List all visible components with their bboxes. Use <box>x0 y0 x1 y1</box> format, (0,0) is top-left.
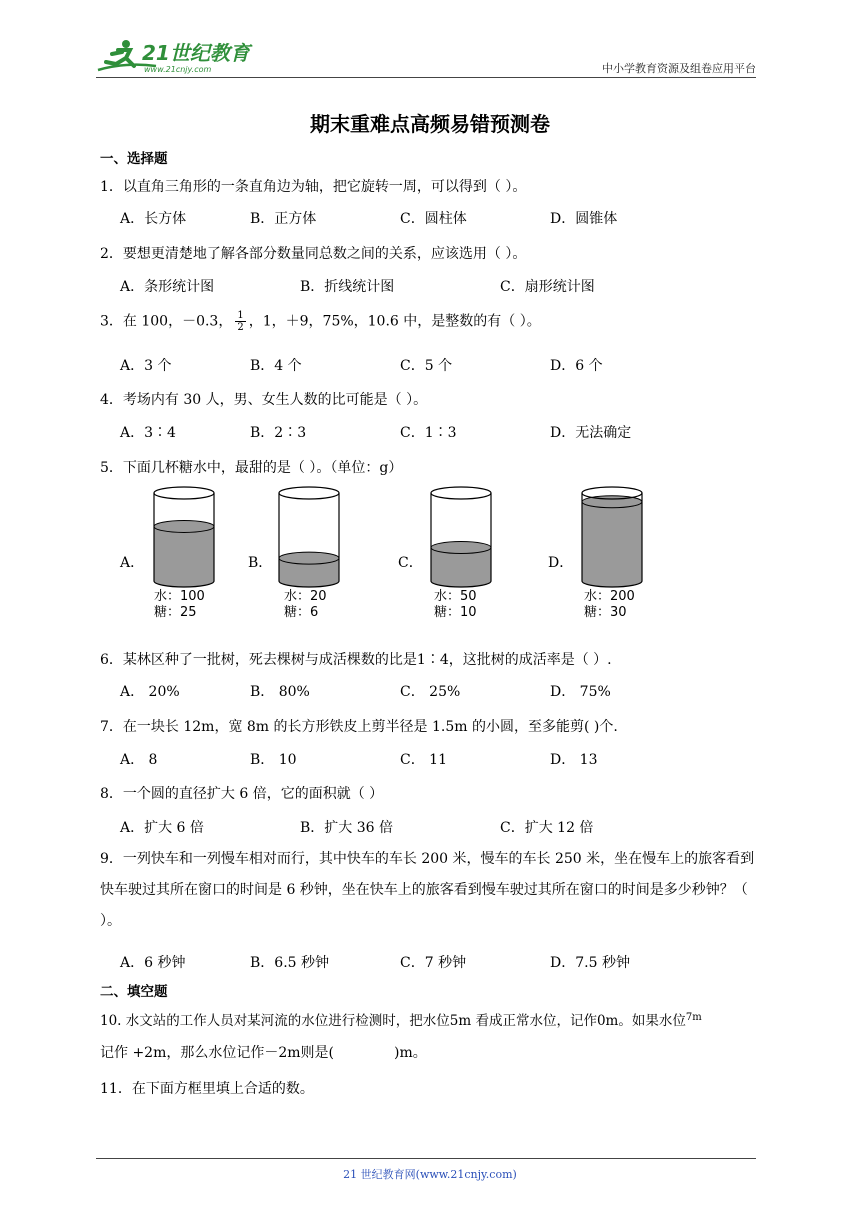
section-choice: 一、选择题 <box>100 151 168 167</box>
cup-liquid-surface <box>154 520 214 532</box>
option-c[interactable]: C．5 个 <box>400 358 453 374</box>
question-6: 6．某林区种了一批树，死去棵树与成活棵数的比是1∶4，这批树的成活率是（ ）. <box>100 652 612 668</box>
footer-divider <box>96 1158 756 1159</box>
question-8: 8．一个圆的直径扩大 6 倍，它的面积就（ ） <box>100 786 384 802</box>
question-10-line-2: 记作 +2m，那么水位记作－2m则是( )m。 <box>100 1045 427 1061</box>
cup-d-icon <box>578 485 646 589</box>
cup-liquid <box>154 526 214 587</box>
question-5: 5．下面几杯糖水中，最甜的是（ ）。（单位：g） <box>100 460 403 476</box>
svg-text:www.21cnjy.com: www.21cnjy.com <box>144 65 212 74</box>
option-c[interactable]: C． 11 <box>400 752 447 768</box>
svg-text:21世纪教育: 21世纪教育 <box>142 41 250 65</box>
option-a[interactable]: A．扩大 6 倍 <box>120 820 204 836</box>
question-3-prefix: 3．在 100，－0.3， <box>100 313 233 330</box>
cup-b-label[interactable]: B． <box>248 555 273 571</box>
cup-c-icon <box>427 485 495 589</box>
cup-liquid-surface <box>431 542 491 554</box>
question-9: 9．一列快车和一列慢车相对而行，其中快车的车长 200 米，慢车的车长 250 米，坐在慢车上的旅客看到快车驶过其所在窗口的时间是 6 秒钟，坐在快车上的旅客看到慢车驶过其所在窗口的时间是多少秒钟？（ ）。 <box>100 851 755 929</box>
header-divider <box>96 77 756 78</box>
option-a[interactable]: A．6 秒钟 <box>120 955 186 971</box>
option-d[interactable]: D．无法确定 <box>550 425 632 441</box>
cup-b-icon <box>275 485 343 589</box>
question-7: 7．在一块长 12m，宽 8m 的长方形铁皮上剪半径是 1.5m 的小圆，至多能剪( )个. <box>100 719 618 735</box>
question-11: 11．在下面方框里填上合适的数。 <box>100 1081 314 1097</box>
question-3-suffix: ，1，＋9，75%，10.6 中，是整数的有（ ）。 <box>248 313 541 330</box>
option-d[interactable]: D．圆锥体 <box>550 211 618 227</box>
superscript-7m: 7m <box>685 1012 702 1023</box>
option-b[interactable]: B．折线统计图 <box>300 279 395 295</box>
cup-b-values: 水：20 糖：6 <box>284 589 327 620</box>
cup-d-label[interactable]: D． <box>548 555 574 571</box>
cup-c-label[interactable]: C． <box>398 555 423 571</box>
fraction-one-half: $\frac{1}{2}$ <box>237 310 244 333</box>
cup-liquid-surface <box>279 552 339 564</box>
question-1: 1．以直角三角形的一条直角边为轴，把它旋转一周，可以得到（ ）。 <box>100 179 527 195</box>
platform-name: 中小学教育资源及组卷应用平台 <box>602 62 756 75</box>
option-a[interactable]: A． 20% <box>120 684 180 700</box>
option-c[interactable]: C．1∶3 <box>400 425 457 441</box>
option-a[interactable]: A．3 个 <box>120 358 172 374</box>
question-10-line-1: 10. 水文站的工作人员对某河流的水位进行检测时，把水位5m 看成正常水位，记作0m。如果水位$^{7m}$ <box>100 1012 702 1029</box>
question-4: 4．考场内有 30 人，男、女生人数的比可能是（ ）。 <box>100 392 428 408</box>
option-b[interactable]: B． 10 <box>250 752 297 768</box>
footer-text[interactable]: 21 世纪教育网(www.21cnjy.com) <box>343 1168 517 1181</box>
option-d[interactable]: D． 75% <box>550 684 611 700</box>
cup-liquid <box>582 502 642 587</box>
question-2: 2．要想更清楚地了解各部分数量同总数之间的关系，应该选用（ ）。 <box>100 246 527 262</box>
option-a[interactable]: A．长方体 <box>120 211 187 227</box>
option-c[interactable]: C．扇形统计图 <box>500 279 595 295</box>
cup-a-label[interactable]: A． <box>120 555 145 571</box>
option-b[interactable]: B． 80% <box>250 684 310 700</box>
option-b[interactable]: B．扩大 36 倍 <box>300 820 394 836</box>
option-c[interactable]: C．圆柱体 <box>400 211 467 227</box>
cup-a-values: 水：100 糖：25 <box>154 589 205 620</box>
option-d[interactable]: D． 13 <box>550 752 598 768</box>
question-3 <box>100 310 541 333</box>
cup-a-icon <box>150 485 218 589</box>
option-c[interactable]: C．扩大 12 倍 <box>500 820 594 836</box>
option-c[interactable]: C．7 秒钟 <box>400 955 467 971</box>
option-a[interactable]: A．条形统计图 <box>120 279 215 295</box>
option-b[interactable]: B．6.5 秒钟 <box>250 955 330 971</box>
page-header <box>96 36 756 78</box>
option-b[interactable]: B．2∶3 <box>250 425 307 441</box>
option-a[interactable]: A．3∶4 <box>120 425 176 441</box>
cup-rim <box>154 487 214 499</box>
option-a[interactable]: A． 8 <box>120 752 158 768</box>
option-c[interactable]: C． 25% <box>400 684 461 700</box>
section-fill: 二、填空题 <box>100 984 168 1000</box>
option-b[interactable]: B．4 个 <box>250 358 302 374</box>
option-b[interactable]: B．正方体 <box>250 211 317 227</box>
logo-21cnjy <box>96 36 266 78</box>
cup-rim <box>431 487 491 499</box>
cup-rim <box>279 487 339 499</box>
page-title: 期末重难点高频易错预测卷 <box>310 112 550 136</box>
option-d[interactable]: D．6 个 <box>550 358 603 374</box>
cup-d-values: 水：200 糖：30 <box>584 589 635 620</box>
cup-c-values: 水：50 糖：10 <box>434 589 477 620</box>
option-d[interactable]: D．7.5 秒钟 <box>550 955 630 971</box>
